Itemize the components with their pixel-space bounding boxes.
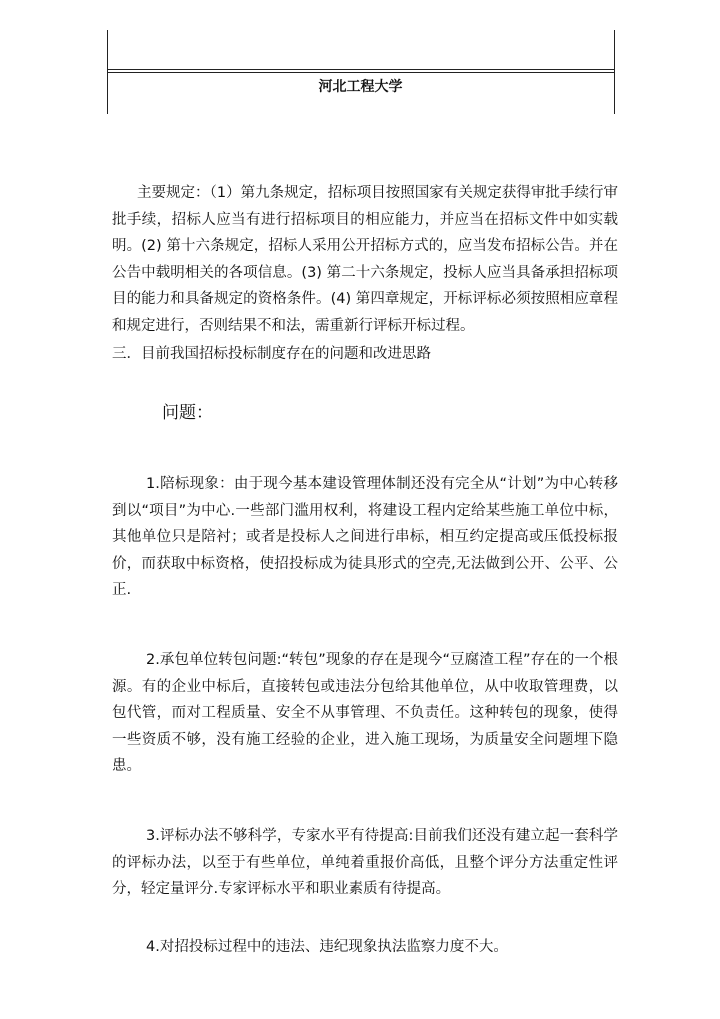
problem-item-2: 2.承包单位转包问题:“转包”现象的存在是现今“豆腐渣工程”存在的一个根源。有的企业中标后，直接转包或违法分包给其他单位，从中收取管理费，以包代管，而对工程质量、安全不从事管理、不负责任。这种转包的现象，使得一些资质不够，没有施工经验的企业，进入施工现场，为质量安全问题埋下隐患。 (112, 652, 618, 774)
problems-heading: 问题： (162, 403, 213, 423)
problem-item-1: 1.陪标现象：由于现今基本建设管理体制还没有完全从“计划”为中心转移到以“项目”为中心.一些部门滥用权利，将建设工程内定给某些施工单位中标，其他单位只是陪衬；或者是投标人之间进行串标，相互约定提高或压低投标报价，而获取中标资格，使招投标成为徒具形式的空壳,无法做到公开、公平、公正. (112, 476, 618, 598)
header-rule-bottom (107, 72, 614, 73)
problem-item-3: 3.评标办法不够科学，专家水平有待提高:目前我们还没有建立起一套科学的评标办法，以至于有些单位，单纯着重报价高低，且整个评分方法重定性评分，轻定量评分.专家评标水平和职业素质有待提高。 (112, 828, 618, 897)
section-three-heading: 三．目前我国招标投标制度存在的问题和改进思路 (112, 346, 431, 362)
header-rule-top (107, 69, 614, 70)
problem-item-4: 4.对招投标过程中的违法、违纪现象执法监察力度不大。 (146, 939, 508, 955)
regulations-paragraph: 主要规定：（1）第九条规定，招标项目按照国家有关规定获得审批手续行审批手续，招标人应当有进行招标项目的相应能力，并应当在招标文件中如实载明。(2) 第十六条规定，招标人采用公开招标方式的，应当发布招标公告。并在公告中载明相关的各项信息。(3) 第二十六条规定，投标人应当具备承担招标项目的能力和具备规定的资格条件。(4) 第四章规定，开标评标必须按照相应章程和规定进行，否则结果不和法，需重新行评标开标过程。 (112, 185, 618, 334)
header-title: 河北工程大学 (318, 79, 403, 95)
